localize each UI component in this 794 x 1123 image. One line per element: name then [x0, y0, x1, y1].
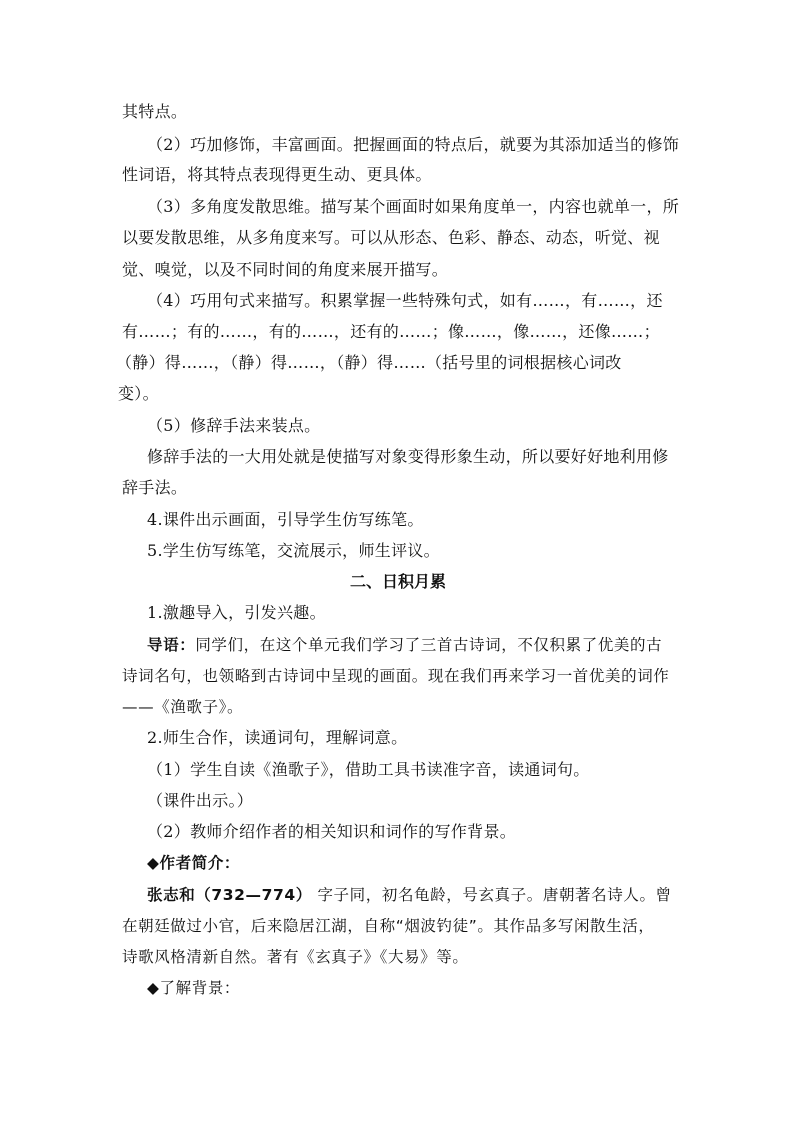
paragraph-line: 觉、嗅觉，以及不同时间的角度来展开描写。: [122, 260, 449, 279]
paragraph-line: 4.课件出示画面，引导学生仿写练笔。: [147, 510, 424, 529]
author-heading: ◆作者简介：: [147, 854, 241, 872]
section-heading: 二、日积月累: [350, 572, 447, 591]
paragraph-line: 5.学生仿写练笔，交流展示，师生评议。: [147, 541, 440, 560]
paragraph-line: 2.师生合作，读通词句，理解词意。: [147, 728, 408, 747]
paragraph-line: 其特点。: [122, 102, 188, 121]
paragraph-line: 在朝廷做过小官，后来隐居江湖，自称“烟波钓徒”。其作品多写闲散生活，: [122, 917, 655, 935]
paragraph-line: （2）教师介绍作者的相关知识和词作的写作背景。: [147, 822, 517, 841]
author-text: 字子同，初名龟龄，号玄真子。唐朝著名诗人。曾: [311, 886, 672, 904]
paragraph-line: ——《渔歌子》。: [122, 698, 244, 716]
paragraph-line: （4）巧用句式来描写。积累掌握一些特殊句式，如有……，有……，还: [147, 291, 663, 310]
paragraph-line: 诗词名句，也领略到古诗词中呈现的画面。现在我们再来学习一首优美的词作: [122, 667, 670, 685]
paragraph-line: （课件出示。）: [147, 791, 254, 810]
paragraph-line: （5）修辞手法来装点。: [147, 416, 321, 435]
intro-text: 同学们，在这个单元我们学习了三首古诗词，不仅积累了优美的古: [195, 636, 663, 654]
paragraph-line: 诗歌风格清新自然。著有《玄真子》《大易》等。: [122, 948, 469, 966]
paragraph-line: 以要发散思维，从多角度来写。可以从形态、色彩、静态、动态，听觉、视: [122, 228, 660, 247]
paragraph-line: 辞手法。: [122, 478, 188, 497]
author-name: 张志和（732—774）: [147, 886, 312, 904]
intro-line: [147, 634, 662, 656]
author-line: [147, 884, 672, 906]
intro-label: 导语：: [147, 636, 196, 654]
paragraph-line: 修辞手法的一大用处就是使描写对象变得形象生动，所以要好好地利用修: [147, 447, 669, 466]
paragraph-line: （1）学生自读《渔歌子》，借助工具书读准字音，读通词句。: [147, 760, 590, 779]
paragraph-line: （2）巧加修饰，丰富画面。把握画面的特点后，就要为其添加适当的修饰: [147, 135, 680, 154]
background-heading: ◆了解背景：: [147, 979, 241, 997]
paragraph-line: 1.激趣导入，引发兴趣。: [147, 603, 326, 622]
paragraph-line: 有……；有的……，有的……，还有的……；像……，像……，还像……；: [122, 322, 660, 341]
paragraph-line: （静）得……，（静）得……，（静）得……（括号里的词根据核心词改: [116, 353, 622, 372]
paragraph-line: （3）多角度发散思维。描写某个画面时如果角度单一，内容也就单一，所: [147, 197, 680, 216]
paragraph-line: 变）。: [118, 384, 159, 403]
paragraph-line: 性词语，将其特点表现得更生动、更具体。: [122, 165, 432, 184]
